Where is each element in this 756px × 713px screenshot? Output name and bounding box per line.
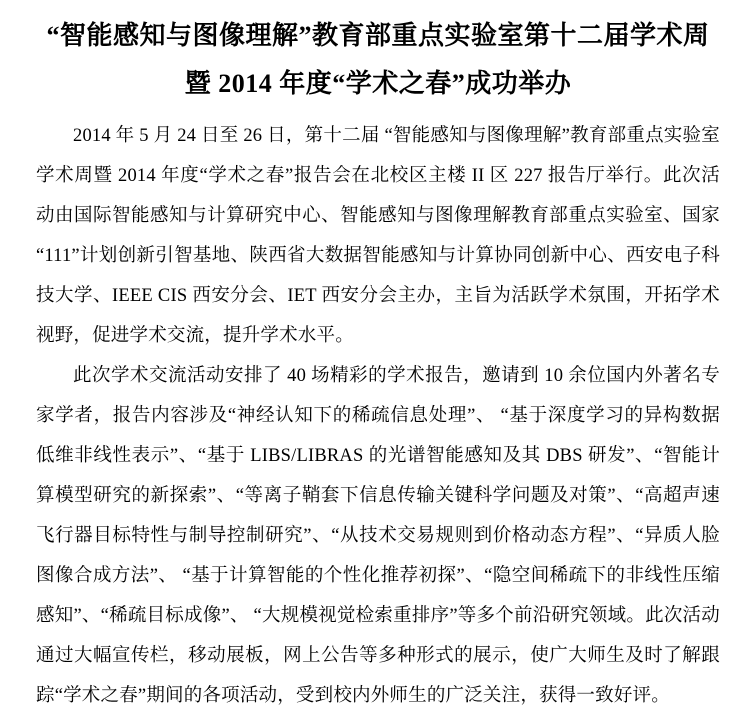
paragraph-reports-detail: 此次学术交流活动安排了 40 场精彩的学术报告，邀请到 10 余位国内外著名专家学者，报告内容涉及“神经认知下的稀疏信息处理”、 “基于深度学习的异构数据低维非线性表示”、“基于 LIBS/LIBRAS 的光谱智能感知及其 DBS 研发”、“智能计算模型研究的新探索”、“等离子鞘套下信息传输关键科学问题及对策”、“高超声速飞行器目标特性与制导控制研究”、“从技术交易规则到价格动态方程”、“异质人脸图像合成方法”、 “基于计算智能的个性化推荐初探”、“隐空间稀疏下的非线性压缩感知”、“稀疏目标成像”、 “大规模视觉检索重排序”等多个前沿研究领域。此次活动通过大幅宣传栏，移动展板，网上公告等多种形式的展示，使广大师生及时了解跟踪“学术之春”期间的各项活动，受到校内外师生的广泛关注，获得一致好评。 <box>36 366 720 706</box>
document-title: “智能感知与图像理解”教育部重点实验室第十二届学术周暨 2014 年度“学术之春”成功举办 <box>46 21 710 98</box>
paragraph-event-overview: 2014 年 5 月 24 日至 26 日，第十二届 “智能感知与图像理解”教育部重点实验室学术周暨 2014 年度“学术之春”报告会在北校区主楼 II 区 227 报告厅举行。此次活动由国际智能感知与计算研究中心、智能感知与图像理解教育部重点实验室、国家“111”计划创新引智基地、陕西省大数据智能感知与计算协同创新中心、西安电子科技大学、IEEE CIS 西安分会、IET 西安分会主办，主旨为活跃学术氛围，开拓学术视野，促进学术交流，提升学术水平。 <box>36 126 720 346</box>
